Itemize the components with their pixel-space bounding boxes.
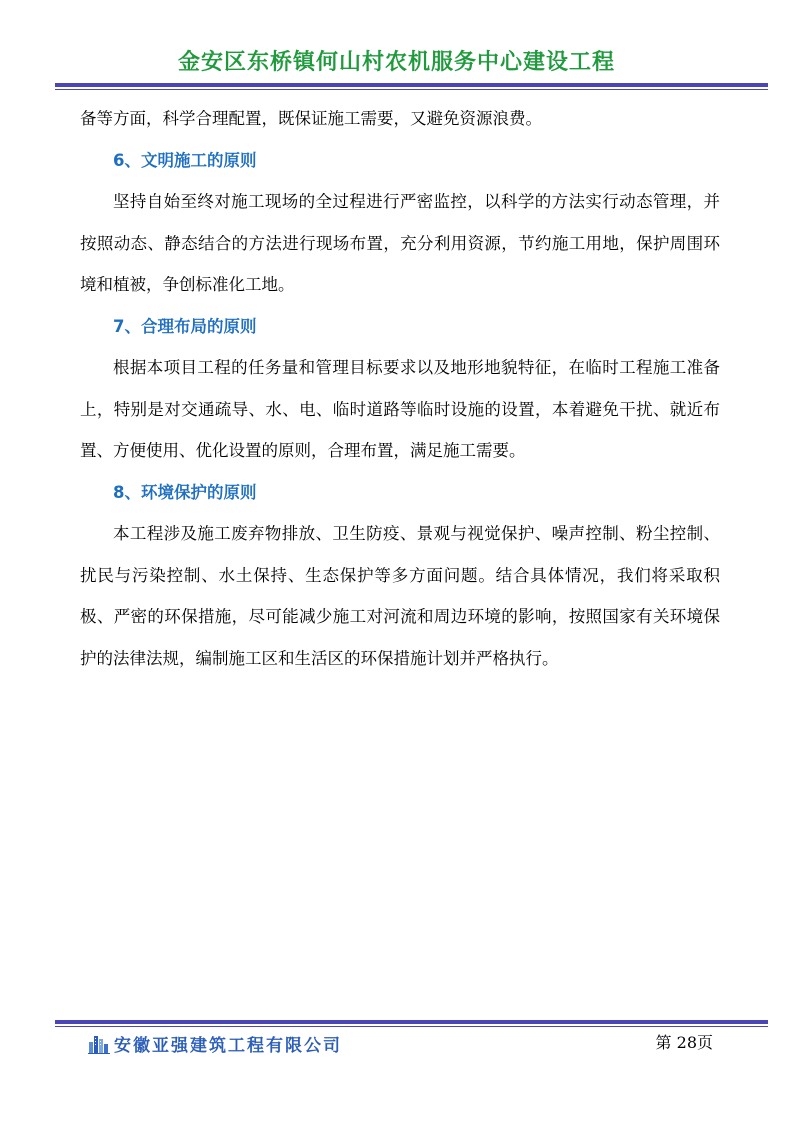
section-heading-6: 6、文明施工的原则 [113, 150, 257, 170]
document-body [80, 98, 720, 679]
section-paragraph-7: 根据本项目工程的任务量和管理目标要求以及地形地貌特征，在临时工程施工准备上，特别是对交通疏导、水、电、临时道路等临时设施的设置，本着避免干扰、就近布置、方便使用、优化设置的原则，合理布置，满足施工需要。 [80, 358, 720, 460]
section-heading-7: 7、合理布局的原则 [113, 316, 257, 336]
building-logo-icon [88, 1032, 110, 1054]
footer-divider [55, 1020, 768, 1027]
footer-company [88, 1030, 342, 1056]
section-paragraph-8: 本工程涉及施工废弃物排放、卫生防疫、景观与视觉保护、噪声控制、粉尘控制、扰民与污染控制、水土保持、生态保护等多方面问题。结合具体情况，我们将采取积极、严密的环保措施，尽可能减少施工对河流和周边环境的影响，按照国家有关环境保护的法律法规，编制施工区和生活区的环保措施计划并严格执行。 [80, 524, 720, 668]
section-paragraph-6: 坚持自始至终对施工现场的全过程进行严密监控，以科学的方法实行动态管理，并按照动态、静态结合的方法进行现场布置，充分利用资源，节约施工用地，保护周围环境和植被，争创标准化工地。 [80, 192, 720, 294]
header-divider [55, 83, 768, 90]
page-number: 第 28页 [655, 1033, 713, 1052]
footer-company-name: 安徽亚强建筑工程有限公司 [114, 1035, 342, 1056]
intro-continuation-paragraph: 备等方面，科学合理配置，既保证施工需要，又避免资源浪费。 [80, 109, 542, 128]
section-heading-8: 8、环境保护的原则 [113, 482, 257, 502]
page-header-title: 金安区东桥镇何山村农机服务中心建设工程 [177, 50, 615, 75]
